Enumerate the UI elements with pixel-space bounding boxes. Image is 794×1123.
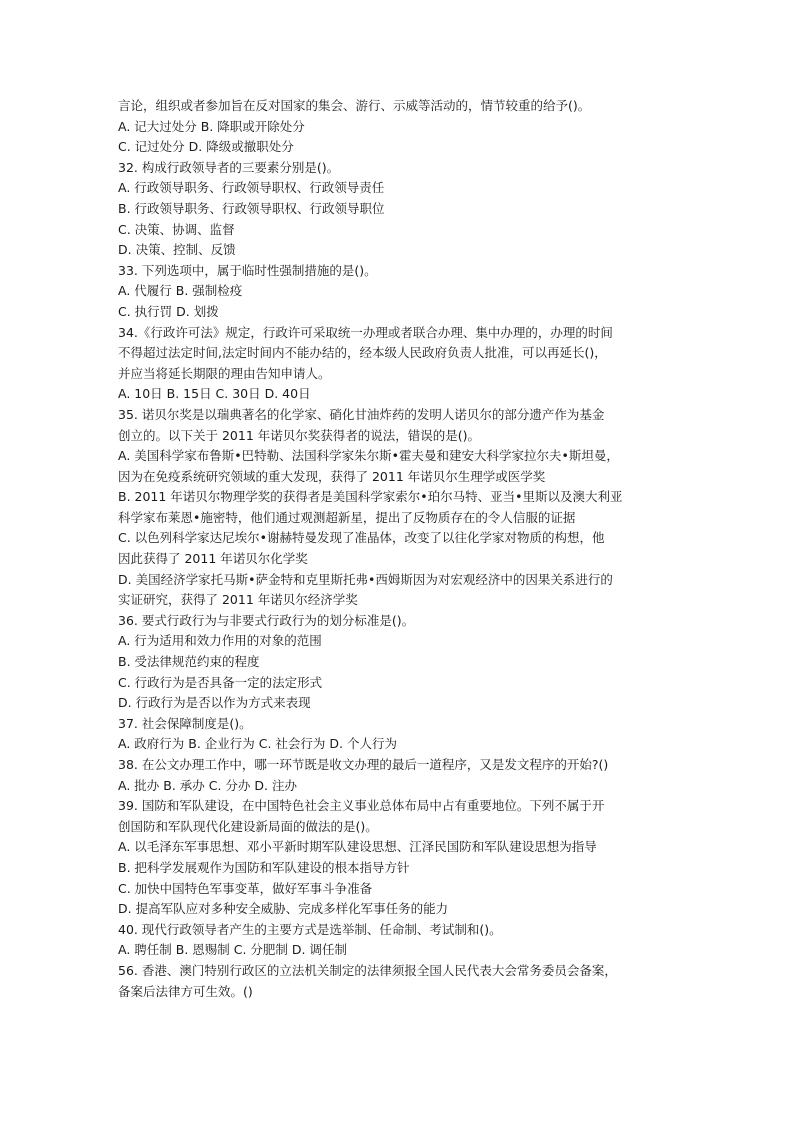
text-line: 36. 要式行政行为与非要式行政行为的划分标准是()。: [118, 612, 415, 628]
text-line: A. 以毛泽东军事思想、邓小平新时期军队建设思想、江泽民国防和军队建设思想为指导: [118, 839, 597, 855]
text-line: 38. 在公文办理工作中，哪一环节既是收文办理的最后一道程序，又是发文程序的开始?(): [118, 757, 609, 772]
text-line: D. 决策、控制、反馈: [118, 242, 236, 258]
text-line: C. 行政行为是否具备一定的法定形式: [118, 674, 323, 690]
text-line: D. 美国经济学家托马斯•萨金特和克里斯托弗•西姆斯因为对宏观经济中的因果关系进行的: [118, 571, 613, 587]
text-line: D. 行政行为是否以作为方式来表现: [118, 695, 311, 711]
text-line: A. 记大过处分 B. 降职或开除处分: [118, 118, 305, 134]
text-line: A. 美国科学家布鲁斯•巴特勒、法国科学家朱尔斯•霍夫曼和建安大科学家拉尔夫•斯坦曼，: [118, 448, 619, 464]
text-line: 科学家布莱恩•施密特，他们通过观测超新星，提出了反物质存在的令人信服的证据: [118, 509, 576, 525]
text-line: 37. 社会保障制度是()。: [118, 715, 252, 731]
text-line: C. 执行罚 D. 划拨: [118, 303, 219, 319]
text-line: A. 政府行为 B. 企业行为 C. 社会行为 D. 个人行为: [118, 736, 397, 752]
text-line: A. 批办 B. 承办 C. 分办 D. 注办: [118, 777, 297, 793]
text-line: 实证研究，获得了 2011 年诺贝尔经济学奖: [118, 592, 358, 608]
text-line: 言论，组织或者参加旨在反对国家的集会、游行、示威等活动的，情节较重的给予()。: [118, 98, 591, 113]
text-line: 创立的。以下关于 2011 年诺贝尔奖获得者的说法，错误的是()。: [118, 427, 481, 443]
text-line: A. 10日 B. 15日 C. 30日 D. 40日: [118, 386, 311, 402]
text-line: 因为在免疫系统研究领域的重大发现，获得了 2011 年诺贝尔生理学或医学奖: [118, 468, 546, 484]
text-line: A. 行政领导职务、行政领导职权、行政领导责任: [118, 180, 385, 196]
text-line: B. 行政领导职务、行政领导职权、行政领导职位: [118, 200, 385, 216]
text-line: 35. 诺贝尔奖是以瑞典著名的化学家、硝化甘油炸药的发明人诺贝尔的部分遗产作为基金: [118, 406, 605, 422]
text-line: 32. 构成行政领导者的三要素分别是()。: [118, 159, 340, 175]
text-line: B. 2011 年诺贝尔物理学奖的获得者是美国科学家索尔•珀尔马特、亚当•里斯以及澳大利亚: [118, 489, 623, 505]
text-line: B. 受法律规范约束的程度: [118, 654, 260, 670]
text-line: 并应当将延长期限的理由告知申请人。: [118, 365, 331, 381]
text-line: 不得超过法定时间,法定时间内不能办结的，经本级人民政府负责人批准，可以再延长()，: [118, 345, 607, 361]
text-line: 39. 国防和军队建设，在中国特色社会主义事业总体布局中占有重要地位。下列不属于开: [118, 798, 605, 814]
document-body: [118, 96, 678, 1002]
text-line: 33. 下列选项中，属于临时性强制措施的是()。: [118, 262, 377, 278]
text-line: 34.《行政许可法》规定，行政许可采取统一办理或者联合办理、集中办理的，办理的时间: [118, 324, 613, 340]
text-line: C. 决策、协调、监督: [118, 221, 235, 237]
text-line: C. 以色列科学家达尼埃尔•谢赫特曼发现了准晶体，改变了以往化学家对物质的构想，他: [118, 530, 605, 546]
text-line: 56. 香港、澳门特别行政区的立法机关制定的法律须报全国人民代表大会常务委员会备案，: [118, 962, 617, 978]
text-line: A. 代履行 B. 强制检疫: [118, 283, 243, 299]
text-line: C. 加快中国特色军事变革，做好军事斗争准备: [118, 880, 373, 896]
text-line: 备案后法律方可生效。(): [118, 983, 253, 999]
text-line: 40. 现代行政领导者产生的主要方式是选举制、任命制、考试制和()。: [118, 921, 502, 937]
text-line: 因此获得了 2011 年诺贝尔化学奖: [118, 551, 308, 567]
text-line: A. 聘任制 B. 恩赐制 C. 分肥制 D. 调任制: [118, 942, 347, 958]
text-line: 创国防和军队现代化建设新局面的做法的是()。: [118, 818, 378, 834]
text-line: C. 记过处分 D. 降级或撤职处分: [118, 139, 294, 155]
text-line: D. 提高军队应对多种安全威胁、完成多样化军事任务的能力: [118, 901, 449, 917]
text-line: B. 把科学发展观作为国防和军队建设的根本指导方针: [118, 859, 410, 875]
text-line: A. 行为适用和效力作用的对象的范围: [118, 633, 322, 649]
